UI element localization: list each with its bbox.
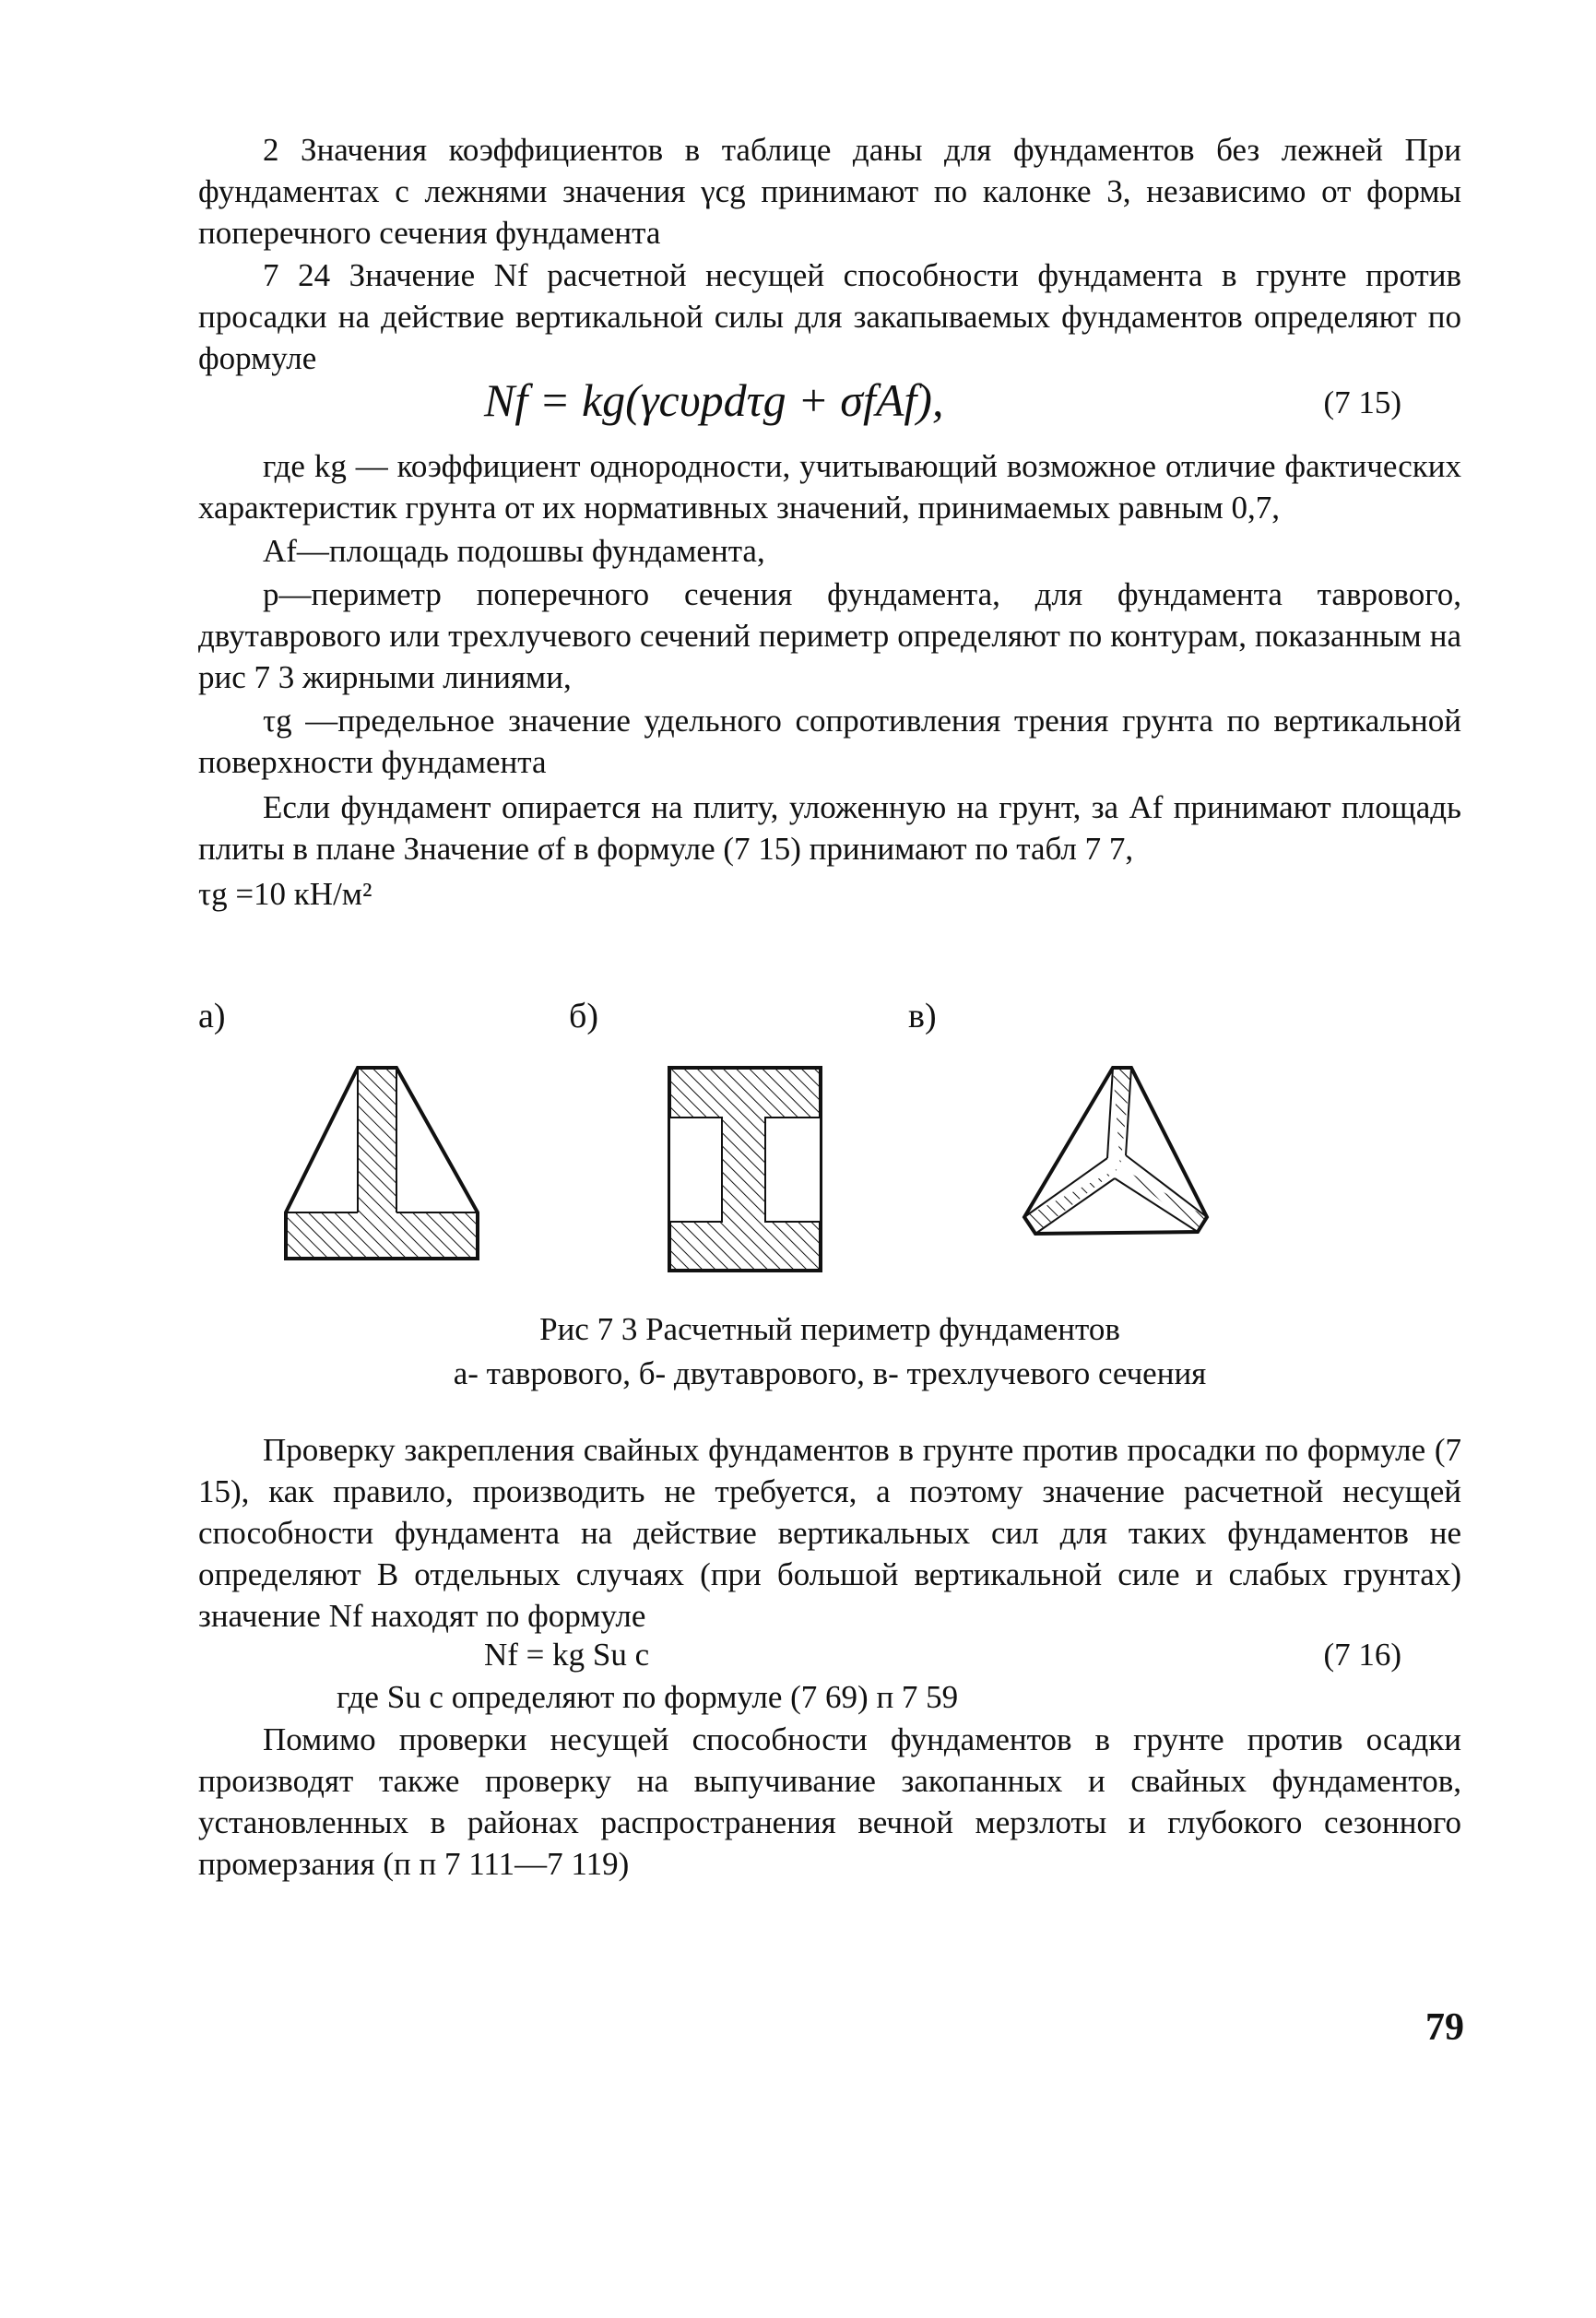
note-paragraph (198, 129, 1461, 254)
figure-label-c: в) (908, 997, 937, 1035)
check-text: Проверку закрепления свайных фундаментов в грунте против просадки по формуле (7 15), как правило, производить не требуется, а поэтому значение расчетной несущей способности фундамента на действие вертикальных сил для таких фундаментов не определяют В отдельных случаях (при большой вертикальной силе и слабых грунтах) значение Nf находят по формуле (198, 1432, 1461, 1634)
figure-label-a: а) (198, 997, 226, 1035)
heave-paragraph (198, 1719, 1461, 1885)
where-su-paragraph (198, 1676, 1461, 1718)
formula-7-16-expression: Nf = kg Su c (484, 1637, 650, 1673)
figure-label-b: б) (569, 997, 598, 1035)
note-2-text: 2 Значения коэффициентов в таблице даны для фундаментов без лежней При фундаментах с лежнями значения γcg принимают по калонке 3, независимо от формы поперечного сечения фундамента (198, 132, 1461, 251)
formula-7-15-expression: Nf = kg(γcυpdτg + σfAf), (484, 374, 944, 426)
figure-caption-line-2: а- таврового, б- двутаврового, в- трехлучевого сечения (453, 1355, 1207, 1391)
tau-value: τg =10 кН/м² (198, 876, 372, 912)
section-7-24 (198, 254, 1461, 379)
section-7-24-text: 7 24 Значение Nf расчетной несущей способности фундамента в грунте против просадки на действие вертикальной силы для закапываемых фундаментов определяют по формуле (198, 257, 1461, 376)
formula-7-15 (198, 373, 1461, 429)
definitions (198, 445, 1461, 915)
heave-text: Помимо проверки несущей способности фундаментов в грунте против осадки производят также проверку на выпучивание закопанных и свайных фундаментов, установленных в районах распространения вечной мерзлоты и глубокого сезонного промерзания (п п 7 111—7 119) (198, 1721, 1461, 1882)
three-ray-section-diagram (1017, 1058, 1220, 1243)
page-number: 79 (1425, 2006, 1464, 2049)
tee-section-diagram (277, 1051, 498, 1272)
formula-7-15-number: (7 15) (1323, 384, 1401, 420)
definition-tau: τg —предельное значение удельного сопротивления трения грунта по вертикальной поверхности фундамента (198, 703, 1461, 780)
formula-7-16 (198, 1637, 1461, 1678)
where-su-text: где Su c определяют по формуле (7 69) п 7 59 (337, 1679, 959, 1715)
figure-caption (198, 1307, 1461, 1396)
definition-p: p—периметр поперечного сечения фундамента, для фундамента таврового, двутаврового или трехлучевого сечений периметр определяют по контурам, показанным на рис 7 3 жирными линиями, (198, 576, 1461, 695)
definition-af: Af—площадь подошвы фундамента, (263, 533, 765, 569)
formula-7-16-number: (7 16) (1323, 1637, 1401, 1673)
slab-paragraph: Если фундамент опирается на плиту, уложенную на грунт, за Af принимают площадь плиты в плане Значение σf в формуле (7 15) принимают по табл 7 7, (198, 789, 1461, 867)
check-paragraph (198, 1429, 1461, 1637)
i-section-diagram (662, 1060, 828, 1277)
figure-caption-line-1: Рис 7 3 Расчетный периметр фундаментов (539, 1311, 1120, 1347)
definition-kg: где kg — коэффициент однородности, учитывающий возможное отличие фактических характеристик грунта от их нормативных значений, принимаемых равным 0,7, (198, 448, 1461, 526)
